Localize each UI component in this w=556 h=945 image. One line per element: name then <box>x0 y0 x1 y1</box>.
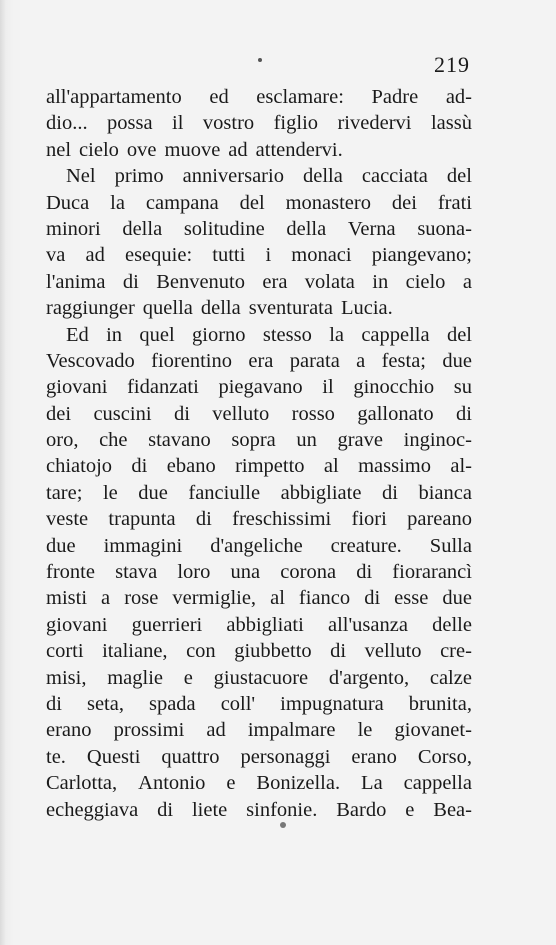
word: cielo <box>405 270 446 293</box>
word: va <box>46 244 66 267</box>
word: le <box>357 719 373 742</box>
word: fiorarancì <box>392 561 472 584</box>
word: dei <box>46 402 72 425</box>
word: cacciata <box>361 165 428 188</box>
word: fiorentino <box>151 349 232 372</box>
word: misti <box>46 587 88 610</box>
word: Bea- <box>433 798 472 821</box>
word: possa <box>107 112 153 135</box>
word: di <box>330 640 347 663</box>
word: vostro <box>202 112 255 135</box>
word: erano <box>351 745 397 768</box>
text-line <box>46 84 472 110</box>
word: giovani <box>46 376 108 399</box>
word: Carlotta, <box>46 772 118 795</box>
word: quella <box>142 297 193 320</box>
word: una <box>230 561 261 584</box>
word: d'angeliche <box>210 534 303 557</box>
word: era <box>248 349 274 372</box>
word: attendervi. <box>255 138 343 161</box>
text-line <box>46 401 472 427</box>
word: giovani <box>46 613 108 636</box>
word: velluto <box>364 640 422 663</box>
word: di <box>157 798 174 821</box>
word: guerrieri <box>131 613 203 636</box>
word: fiori <box>351 508 387 531</box>
word: giustacuore <box>213 666 309 689</box>
word: cielo <box>79 138 119 161</box>
word: ginocchio <box>353 376 435 399</box>
word: Questi <box>86 745 141 768</box>
word: quattro <box>161 745 220 768</box>
word: chiatojo <box>46 455 113 478</box>
word: in <box>372 270 389 293</box>
word: sventurata <box>248 297 333 320</box>
word: lassù <box>430 112 472 135</box>
word: personaggi <box>240 745 331 768</box>
word: ad <box>85 244 105 267</box>
text-line <box>46 506 472 532</box>
word: solitudine <box>183 217 265 240</box>
word: giovanet- <box>394 719 472 742</box>
word: veste <box>46 508 89 531</box>
word: ad <box>206 719 226 742</box>
word: d'argento, <box>328 666 410 689</box>
word: i <box>265 244 272 267</box>
word: a <box>462 270 472 293</box>
word: tare; <box>46 481 83 504</box>
word: al <box>270 587 285 610</box>
word: impalmare <box>247 719 336 742</box>
text-line <box>46 480 472 506</box>
word: coll' <box>220 692 256 715</box>
word: della <box>122 217 163 240</box>
word: ove <box>126 138 157 161</box>
text-line <box>46 348 472 374</box>
word: impugnatura <box>280 692 384 715</box>
printer-mark-bottom <box>280 822 286 828</box>
text-line <box>46 137 472 163</box>
word: trapunta <box>108 508 176 531</box>
word: parata <box>289 349 340 372</box>
text-line <box>46 295 472 321</box>
word: nel <box>46 138 72 161</box>
word: prossimi <box>113 719 185 742</box>
text-line <box>46 691 472 717</box>
word: giorno <box>192 323 246 346</box>
text-line <box>46 242 472 268</box>
word: freschissimi <box>232 508 332 531</box>
word: campana <box>145 191 219 214</box>
word: creature. <box>330 534 402 557</box>
word: cappella <box>403 772 472 795</box>
word: il <box>322 376 334 399</box>
word: due <box>138 481 168 504</box>
word: Benvenuto <box>156 270 246 293</box>
word: esclamare: <box>256 86 344 108</box>
word: la <box>329 323 344 346</box>
word: Vescovado <box>46 349 135 372</box>
body-text <box>46 84 472 823</box>
word: grave <box>337 429 384 452</box>
word: della <box>200 297 241 320</box>
printer-mark-dot <box>258 58 262 62</box>
word: giubbetto <box>234 640 312 663</box>
word: corona <box>280 561 337 584</box>
word: di <box>46 692 62 715</box>
word: fianco <box>298 587 351 610</box>
word: La <box>361 772 383 795</box>
word: di <box>381 481 398 504</box>
word: Duca <box>46 191 90 214</box>
text-line <box>46 427 472 453</box>
word: massimo <box>358 455 431 478</box>
word: Ed <box>66 323 89 346</box>
word: ad- <box>445 86 472 108</box>
word: di <box>356 561 373 584</box>
word: della <box>286 217 327 240</box>
word: con <box>186 640 216 663</box>
text-line <box>46 585 472 611</box>
word: anniversario <box>182 165 284 188</box>
word: del <box>446 165 472 188</box>
word: esequie: <box>124 244 193 267</box>
word: monaci <box>291 244 352 267</box>
word: erano <box>46 719 92 742</box>
word: rivedervi <box>337 112 412 135</box>
text-line <box>46 163 472 189</box>
word: di <box>122 270 139 293</box>
text-line <box>46 638 472 664</box>
word: calze <box>429 666 472 689</box>
word: rose <box>124 587 159 610</box>
word: all'usanza <box>327 613 408 636</box>
word: tutti <box>212 244 246 267</box>
word: e <box>183 666 193 689</box>
word: sinfonie. <box>246 798 318 821</box>
word: dei <box>391 191 417 214</box>
word: a <box>356 349 366 372</box>
word: bianca <box>418 481 472 504</box>
text-line <box>46 374 472 400</box>
word: l'anima <box>46 270 106 293</box>
word: stavano <box>148 429 211 452</box>
word: due <box>442 587 472 610</box>
word: spada <box>148 692 196 715</box>
word: ebano <box>166 455 216 478</box>
word: di <box>364 587 381 610</box>
word: Sulla <box>429 534 472 557</box>
word: gallonato <box>357 402 434 425</box>
word: delle <box>432 613 472 636</box>
word: il <box>172 112 184 135</box>
word: primo <box>114 165 164 188</box>
word: in <box>106 323 123 346</box>
word: fronte <box>46 561 95 584</box>
word: era <box>262 270 288 293</box>
word: suona- <box>417 217 472 240</box>
word: fidanzati <box>127 376 199 399</box>
text-line <box>46 110 472 136</box>
text-line <box>46 269 472 295</box>
word: del <box>239 191 265 214</box>
word: raggiunger <box>46 297 135 320</box>
word: inginoc- <box>403 429 472 452</box>
word: cre- <box>440 640 472 663</box>
word: misi, <box>46 666 87 689</box>
word: e <box>405 798 415 821</box>
page-number: 219 <box>434 52 470 77</box>
word: Corso, <box>417 745 472 768</box>
word: cappella <box>361 323 430 346</box>
word: due <box>46 534 76 557</box>
text-line <box>46 665 472 691</box>
word: abbigliate <box>280 481 362 504</box>
word: piangevano; <box>371 244 472 267</box>
word: liete <box>191 798 228 821</box>
word: all'appartamento <box>46 86 182 108</box>
word: pareano <box>407 508 472 531</box>
word: festa; <box>381 349 426 372</box>
word: di <box>173 402 190 425</box>
text-line <box>46 216 472 242</box>
word: Antonio <box>138 772 206 795</box>
word: un <box>296 429 317 452</box>
word: del <box>446 323 472 346</box>
word: Bonizella. <box>256 772 341 795</box>
word: su <box>453 376 472 399</box>
word: minori <box>46 217 101 240</box>
text-line <box>46 322 472 348</box>
word: di <box>456 402 472 425</box>
word: due <box>442 349 472 372</box>
word: al- <box>450 455 472 478</box>
word: a <box>101 587 111 610</box>
text-line <box>46 612 472 638</box>
word: monastero <box>285 191 371 214</box>
word: loro <box>177 561 211 584</box>
word: cuscini <box>93 402 152 425</box>
word: abbigliati <box>226 613 304 636</box>
text-line <box>46 770 472 796</box>
word: echeggiava <box>46 798 139 821</box>
text-line <box>46 717 472 743</box>
word: Bardo <box>336 798 387 821</box>
word: te. <box>46 745 66 768</box>
text-line <box>46 533 472 559</box>
word: velluto <box>212 402 270 425</box>
text-line <box>46 190 472 216</box>
word: oro, <box>46 429 79 452</box>
word: della <box>303 165 343 188</box>
word: corti <box>46 640 84 663</box>
word: Nel <box>66 165 96 188</box>
word: la <box>110 191 125 214</box>
word: Lucia. <box>340 297 393 320</box>
word: stava <box>115 561 158 584</box>
word: esse <box>394 587 429 610</box>
word: sopra <box>231 429 276 452</box>
word: vermiglie, <box>172 587 257 610</box>
word: volata <box>304 270 355 293</box>
word: stesso <box>262 323 312 346</box>
word: ad <box>228 138 248 161</box>
word: seta, <box>86 692 124 715</box>
word: immagini <box>103 534 183 557</box>
text-line <box>46 559 472 585</box>
word: che <box>99 429 128 452</box>
word: frati <box>437 191 472 214</box>
word: Padre <box>371 86 419 108</box>
text-line <box>46 797 472 823</box>
text-line <box>46 453 472 479</box>
word: rimpetto <box>235 455 305 478</box>
word: italiane, <box>102 640 168 663</box>
word: dio... <box>46 112 88 135</box>
word: al <box>323 455 339 478</box>
word: muove <box>164 138 221 161</box>
word: ed <box>209 86 229 108</box>
word: le <box>102 481 118 504</box>
word: maglie <box>107 666 164 689</box>
word: e <box>226 772 236 795</box>
word: figlio <box>273 112 319 135</box>
text-line <box>46 744 472 770</box>
word: di <box>131 455 148 478</box>
word: piegavano <box>218 376 303 399</box>
word: fanciulle <box>188 481 261 504</box>
word: Verna <box>347 217 396 240</box>
word: di <box>195 508 212 531</box>
word: brunita, <box>408 692 472 715</box>
word: quel <box>139 323 175 346</box>
word: rosso <box>291 402 335 425</box>
